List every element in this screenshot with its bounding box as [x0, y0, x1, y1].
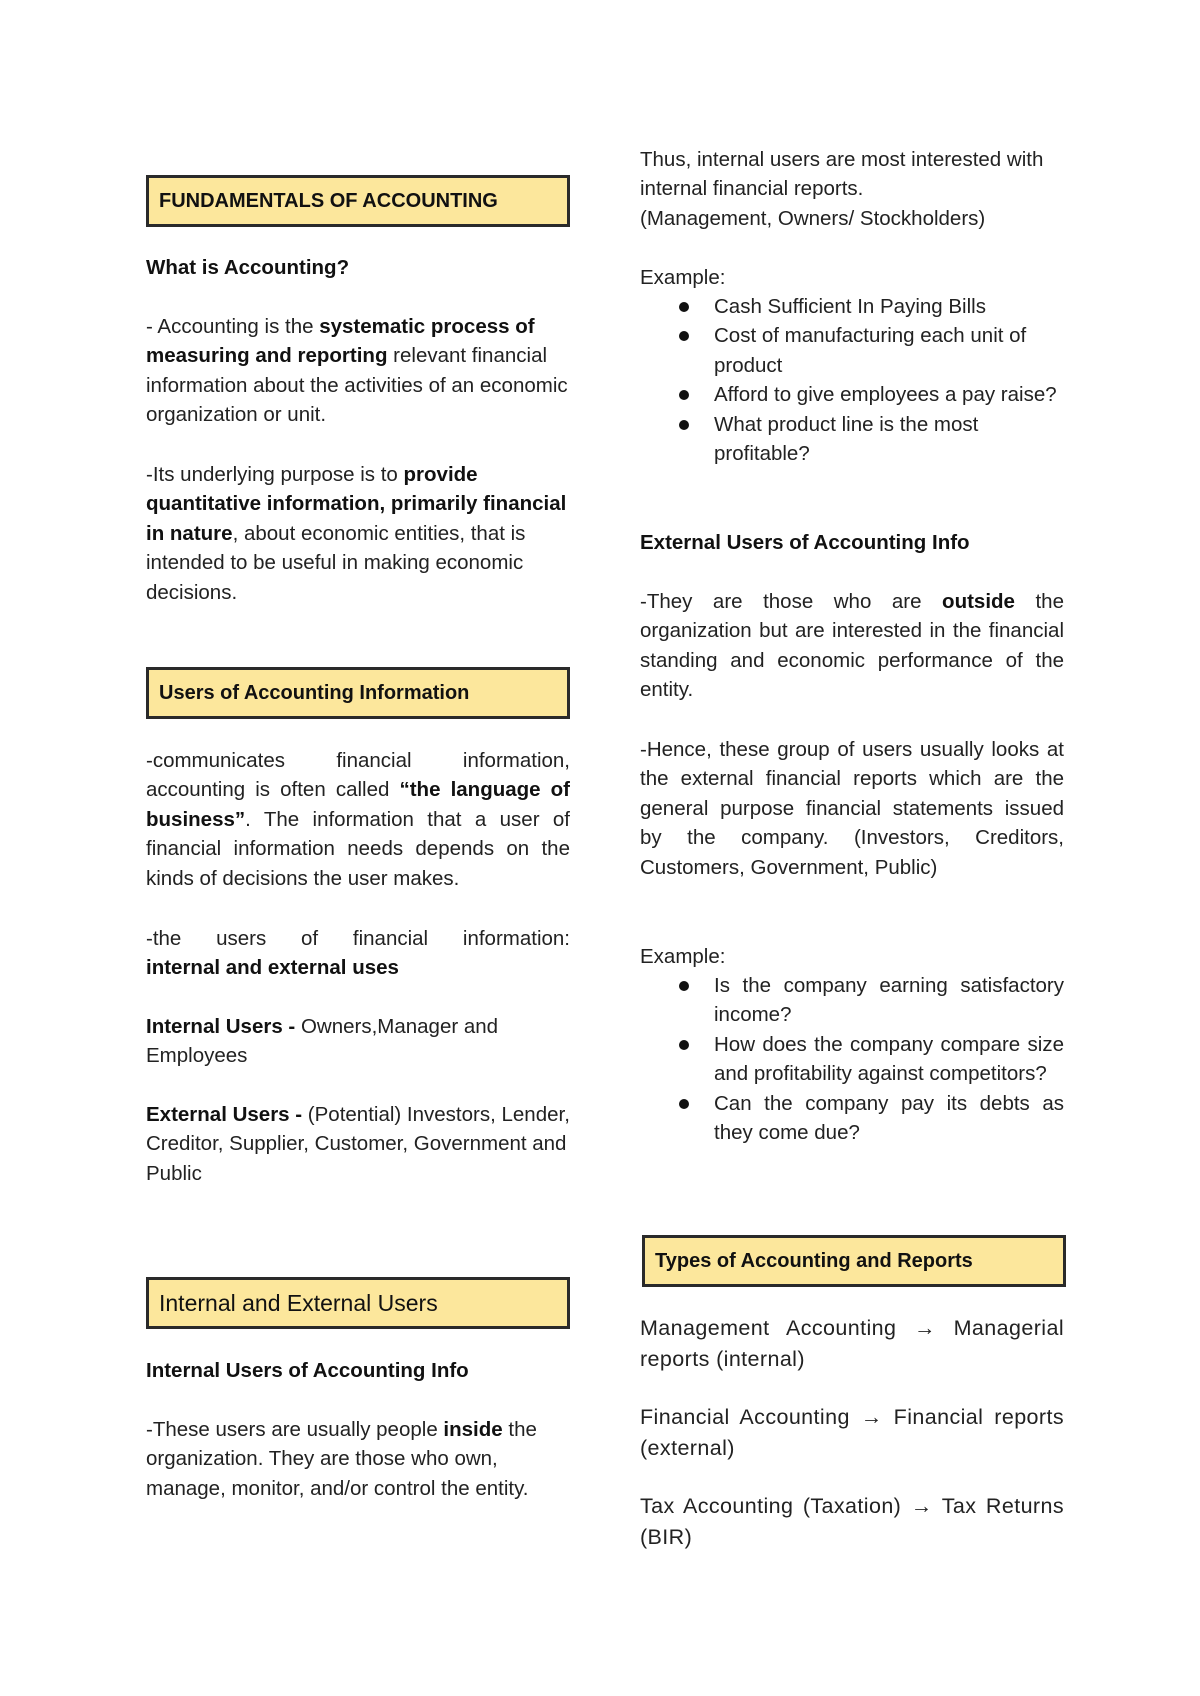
list-item: Cost of manufacturing each unit of product [640, 321, 1064, 380]
question-what-is-accounting: What is Accounting? [146, 256, 350, 279]
tax-accounting-line: Tax Accounting (Taxation) → Tax Returns (BIR) [640, 1494, 1064, 1549]
users-of-financial-info-bold: internal and external uses [146, 956, 399, 980]
section-header-types-text: Types of Accounting and Reports [655, 1249, 973, 1272]
section-header-internal-external [146, 1277, 570, 1329]
internal-reports-text: Thus, internal users are most interested with internal financial reports. [640, 148, 1044, 201]
bullet-icon [679, 981, 689, 991]
accounting-purpose: -Its underlying purpose is to provide quantitative information, primarily financial in nature, about economic entities, that is intended to be useful in making economic decisions. [146, 463, 567, 604]
internal-users-paragraph: -These users are usually people inside the organization. They are those who own, manage, monitor, and/or control the entity. [146, 1418, 537, 1500]
internal-examples-list [640, 292, 1064, 468]
list-item: How does the company compare size and profitability against competitors? [640, 1030, 1064, 1089]
bullet-icon [679, 1040, 689, 1050]
management-accounting-line: Management Accounting → Managerial reports (internal) [640, 1316, 1064, 1371]
internal-reports-paragraph [640, 145, 1064, 233]
section-header-fundamentals [146, 175, 570, 227]
financial-accounting-line: Financial Accounting → Financial reports (external) [640, 1405, 1064, 1460]
external-users-heading: External Users of Accounting Info [640, 531, 970, 554]
external-examples-list [640, 971, 1064, 1147]
external-reports-paragraph: -Hence, these group of users usually looks at the external financial reports which are the general purpose financial statements issued by the company. (Investors, Creditors, Customers, Government, Public) [640, 738, 1064, 879]
list-item: Can the company pay its debts as they come due? [640, 1089, 1064, 1148]
example-label-1: Example: [640, 266, 726, 289]
list-item: What product line is the most profitable? [640, 410, 1064, 469]
list-item: Afford to give employees a pay raise? [640, 380, 1064, 409]
section-header-fundamentals-text: FUNDAMENTALS OF ACCOUNTING [159, 189, 498, 212]
internal-users-heading: Internal Users of Accounting Info [146, 1359, 469, 1382]
section-header-users-text: Users of Accounting Information [159, 681, 470, 704]
external-users-definition: External Users - (Potential) Investors, Lender, Creditor, Supplier, Customer, Government and Public [146, 1103, 570, 1185]
users-of-financial-info-line: -the users of financial information: [146, 927, 570, 950]
internal-users-definition: Internal Users - Owners,Manager and Employees [146, 1015, 499, 1068]
bullet-icon [679, 1099, 689, 1109]
section-header-types [642, 1235, 1066, 1287]
section-header-internal-external-text: Internal and External Users [159, 1289, 438, 1316]
bullet-icon [679, 331, 689, 341]
external-users-paragraph: -They are those who are outside the organization but are interested in the financial standing and economic performance of the entity. [640, 590, 1064, 702]
example-label-2: Example: [640, 945, 726, 968]
language-of-business-paragraph: -communicates financial information, accounting is often called “the language of business”. The information that a user of financial information needs depends on the kinds of decisions the user makes. [146, 749, 570, 890]
accounting-definition: - Accounting is the systematic process of measuring and reporting relevant financial information about the activities of an economic organization or unit. [146, 315, 568, 427]
list-item: Cash Sufficient In Paying Bills [640, 292, 1064, 321]
bullet-icon [679, 390, 689, 400]
bullet-icon [679, 420, 689, 430]
users-of-financial-info [146, 924, 570, 983]
list-item: Is the company earning satisfactory income? [640, 971, 1064, 1030]
bullet-icon [679, 302, 689, 312]
internal-reports-users: (Management, Owners/ Stockholders) [640, 206, 986, 230]
section-header-users [146, 667, 570, 719]
